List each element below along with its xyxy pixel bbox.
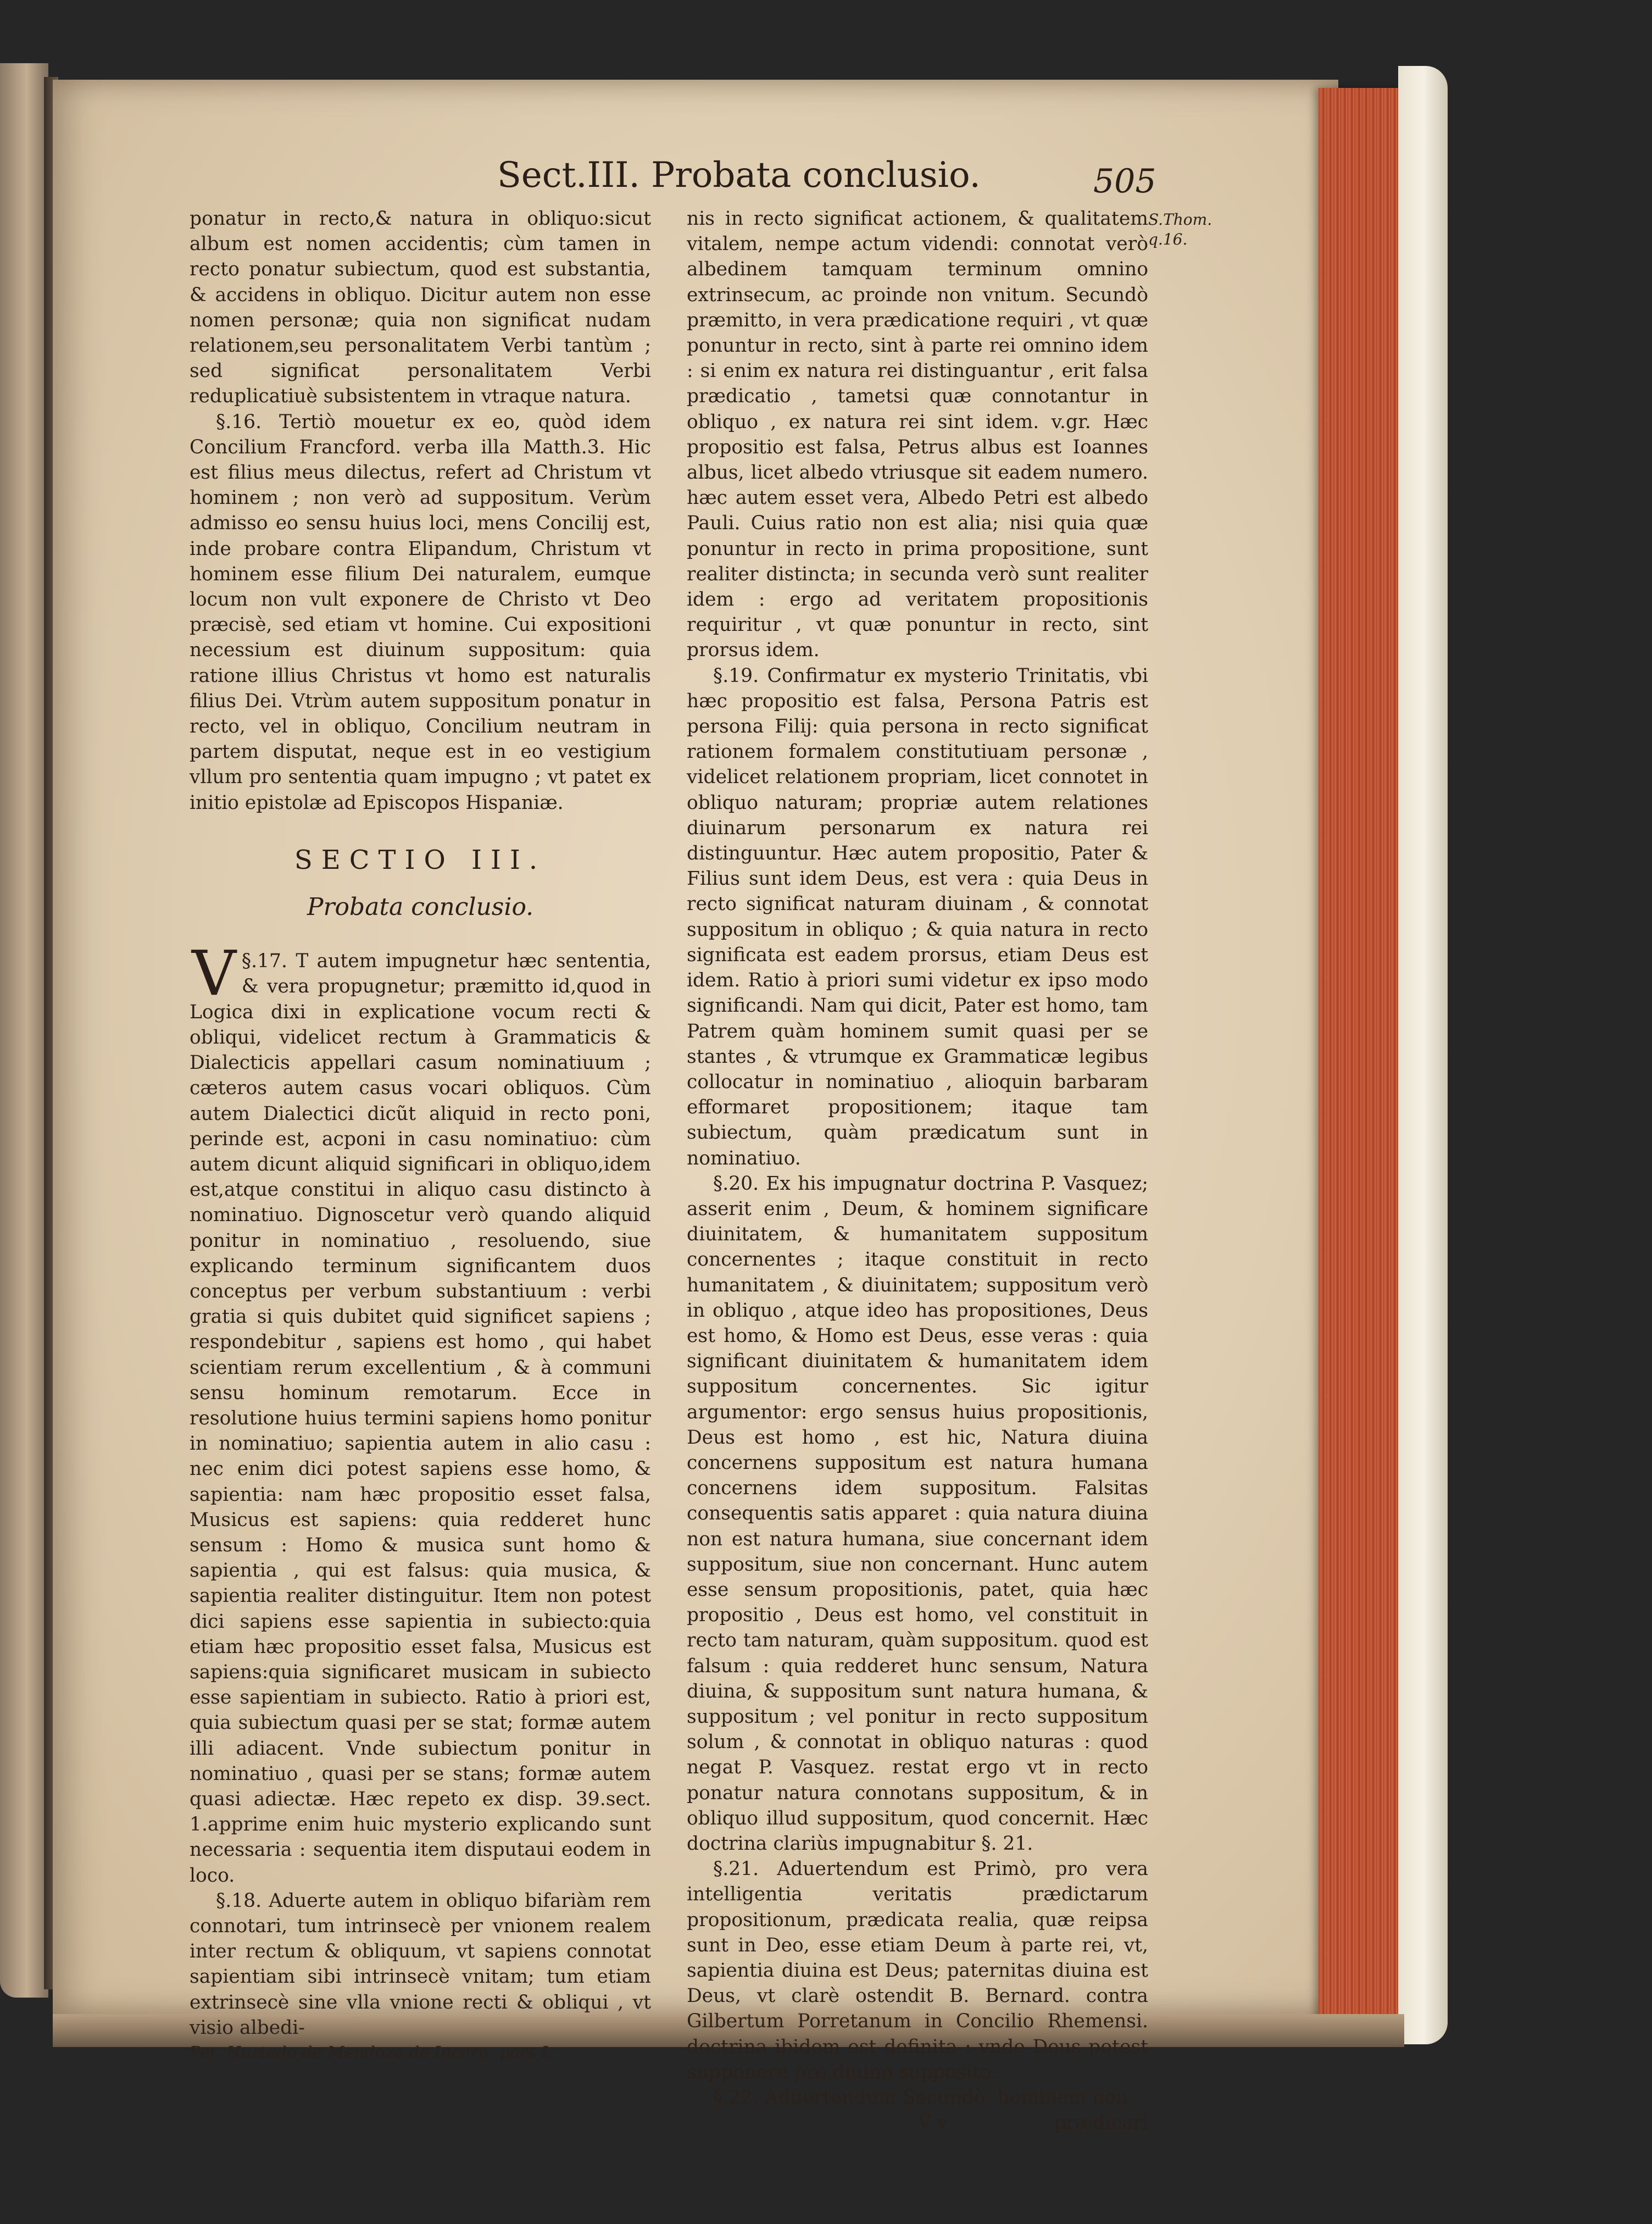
section-title: SECTIO III. xyxy=(294,844,547,875)
paragraph-number: §.17. xyxy=(241,950,287,973)
paragraph-s19: §.19. Confirmatur ex mysterio Trinitatis, vbi hæc propositio est falsa, Persona Patris est persona Filij: quia persona in recto significat rationem formalem constitutiuam personæ , videlicet relationem propriam, licet connotet in obliquo naturam; propriæ autem relationes diuinarum personarum ex natura rei distinguuntur. Hæc autem propositio, Pater & Filius sunt idem Deus, est vera : quia Deus in recto significat naturam diuinam , & connotat suppositum in obliquo ; & quia natura in recto significata est eadem prorsus, etiam Deus est idem. Ratio à priori sumi videtur ex ipso modo significandi. Nam qui dicit, Pater est homo, tam Patrem quàm hominem sumit quasi per se stantes , & vtrumque ex Grammaticæ legibus collocatur in nominatiuo , alioquin barbaram efformaret propositionem; itaque tam subiectum, quàm prædicatum sunt in nominatiuo. xyxy=(687,664,1148,1169)
page-number: 505 xyxy=(1093,162,1156,201)
paragraph-s22: §.22. Aduertendum Secundò, hominem non xyxy=(713,2087,1128,2109)
paragraph-s16: §.16. Tertiò mouetur ex eo, quòd idem Concilium Francford. verba illa Matth.3. Hic est filius meus dilectus, refert ad Christum vt hominem ; non verò ad suppositum. Verùm admisso eo sensu huius loci, mens Concilij est, inde probare contra Elipandum, Christum vt hominem esse filium Dei naturalem, eumque locum non vult exponere de Christo vt Deo præcisè, sed etiam vt homine. Cui expositioni necessium est diuinum suppositum: quia ratione illius Christus vt homo est naturalis filius Dei. Vtrùm autem suppositum ponatur in recto, vel in obliquo, Concilium neutram in partem disputat, neque est in eo vestigium vllum pro sententia quam impugno ; vt patet ex initio epistolæ ad Episcopos Hispaniæ. xyxy=(190,411,651,814)
section-subtitle: Probata conclusio. xyxy=(307,893,534,922)
right-column xyxy=(687,206,1148,2136)
red-edged-fore-edge xyxy=(1319,88,1401,2039)
author-signature-line: Pet. Hurtado de Mendoza de Incarn. pars I. xyxy=(190,2043,553,2063)
drop-cap: V xyxy=(192,938,236,1010)
left-column xyxy=(190,206,651,2066)
left-page-edge xyxy=(0,63,48,1998)
paragraph-s21: §.21. Aduertendum est Primò, pro vera intelligentia veritatis prædictarum propositionum, prædicata realia, quæ reipsa sunt in Deo, esse etiam Deum à parte rei, vt, sapientia diuina est Deus; paternitas diuina est Deus, vt clarè ostendit B. Bernard. contra Gilbertum Porretanum in Concilio Rhemensi. doctrina ibidem est definita : vnde Deus potest supponere pro diuino supposito. xyxy=(687,1858,1148,2083)
paragraph-s20: §.20. Ex his impugnatur doctrina P. Vasquez; asserit enim , Deum, & hominem significare diuinitatem, & humanitatem suppositum concernentes ; itaque constituit in recto humanitatem , & diuinitatem; suppositum verò in obliquo , atque ideo has propositiones, Deus est homo, & Homo est Deus, esse veras : quia significant diuinitatem & humanitatem idem suppositum concernentes. Sic igitur argumentor: ergo sensus huius propositionis, Deus est homo , est hic, Natura diuina concernens suppositum est natura humana concernens idem suppositum. Falsitas consequentis satis apparet : quia natura diuina non est natura humana, siue concernant idem suppositum, siue non concernant. Hunc autem esse sensum propositionis, patet, quia hæc propositio , Deus est homo, vel constituit in recto tam naturam, quàm suppositum. quod est falsum : quia redderet hunc sensum, Natura diuina, & suppositum sunt natura humana, & suppositum ; vel ponitur in recto suppositum solum , & connotat in obliquo naturas : quod negat P. Vasquez. restat ergo vt in recto ponatur natura connotans suppositum, & in obliquo illud suppositum, quod concernit. Hæc doctrina clariùs impugnabitur §. 21. xyxy=(687,1172,1148,1855)
paragraph-continuation: ponatur in recto,& natura in obliquo:sicut album est nomen accidentis; cùm tamen in recto ponatur subiectum, quod est substantia, & accidens in obliquo. Dicitur autem non esse nomen personæ; quia non significat nudam relationem,seu personalitatem Verbi tantùm ; sed significat personalitatem Verbi reduplicatiuè subsistentem in vtraque natura. xyxy=(190,208,651,408)
paragraph-s18: §.18. Aduerte autem in obliquo bifariàm rem connotari, tum intrinsecè per vnionem realem inter rectum & obliquum, vt sapiens connotat sapientiam sibi intrinsecè vnitam; tum etiam extrinsecè sine vlla vnione recti & obliqui , vt visio albedi- xyxy=(190,1889,651,2039)
paragraph-s17 xyxy=(190,938,651,1888)
vellum-binding-edge xyxy=(1398,66,1448,2044)
paragraph-continuation-right: nis in recto significat actionem, & qualitatem vitalem, nempe actum videndi: connotat verò albedinem tamquam terminum omnino extrinsecum, ac proinde non vnitum. Secundò præmitto, in vera prædicatione requiri , vt quæ ponuntur in recto, sint à parte rei omnino idem : si enim ex natura rei distinguantur , erit falsa prædicatio , tametsi quæ connotantur in obliquo , ex natura rei sint idem. v.gr. Hæc propositio est falsa, Petrus albus est Ioannes albus, licet albedo vtriusque sit eadem numero. hæc autem esset vera, Albedo Petri est albedo Pauli. Cuius ratio non est alia; nisi quia quæ ponuntur in recto in prima propositione, sunt realiter distincta; in secunda verò sunt realiter idem : ergo ad veritatem propositionis requiritur , vt quæ ponuntur in recto, sint prorsus idem. xyxy=(687,208,1148,662)
signature-mark: V v xyxy=(917,2112,948,2134)
catchword: prædicari xyxy=(1054,2112,1148,2134)
paragraph-s17-text: T autem impugnetur hæc sententia, & vera propugnetur; præmitto id,quod in Logica dixi in explicatione vocum recti & obliqui, videlicet rectum à Grammaticis & Dialecticis appellari casum nominatiuum ; cæteros autem casus vocari obliquos. Cùm autem Dialectici dicũt aliquid in recto poni, perinde est, acponi in casu nominatiuo: cùm autem dicunt aliquid significari in obliquo,idem est,atque constitui in aliquo casu distincto à nominatiuo. Dignoscetur verò quando aliquid ponitur in nominatiuo , resoluendo, siue explicando terminum significantem duos conceptus per verbum substantiuum : verbi gratia si quis dubitet quid significet sapiens ; respondebitur , sapiens est homo , qui habet scientiam rerum excellentium , & à communi sensu hominum remotarum. Ecce in resolutione huius termini sapiens homo ponitur in nominatiuo; sapientia autem in alio casu : nec enim dici potest sapiens esse homo, & sapientia: nam hæc propositio esset falsa, Musicus est sapiens: quia redderet hunc sensum : Homo & musica sunt homo & sapientia , qui est falsus: quia musica, & sapientia realiter distinguitur. Item non potest dici sapiens esse sapientia in subiecto:quia etiam hæc propositio esset falsa, Musicus est sapiens:quia significaret musicam in subiecto esse sapientiam in subiecto. Ratio à priori est, quia subiectum quasi per se stat; formæ autem illi adiacent. Vnde subiectum ponitur in nominatiuo , quasi per se stans; formæ autem quasi adiectæ. Hæc repeto ex disp. 39.sect. 1.apprime enim huic mysterio explicando sunt necessaria : sequentia item disputaui eodem in loco. xyxy=(190,950,651,1887)
running-title: Sect.III. Probata conclusio. xyxy=(497,155,981,196)
margin-note: S.Thom. q.16. xyxy=(1148,210,1212,248)
footer-catch-row xyxy=(687,2110,1148,2136)
footer-signature-line xyxy=(190,2040,651,2066)
